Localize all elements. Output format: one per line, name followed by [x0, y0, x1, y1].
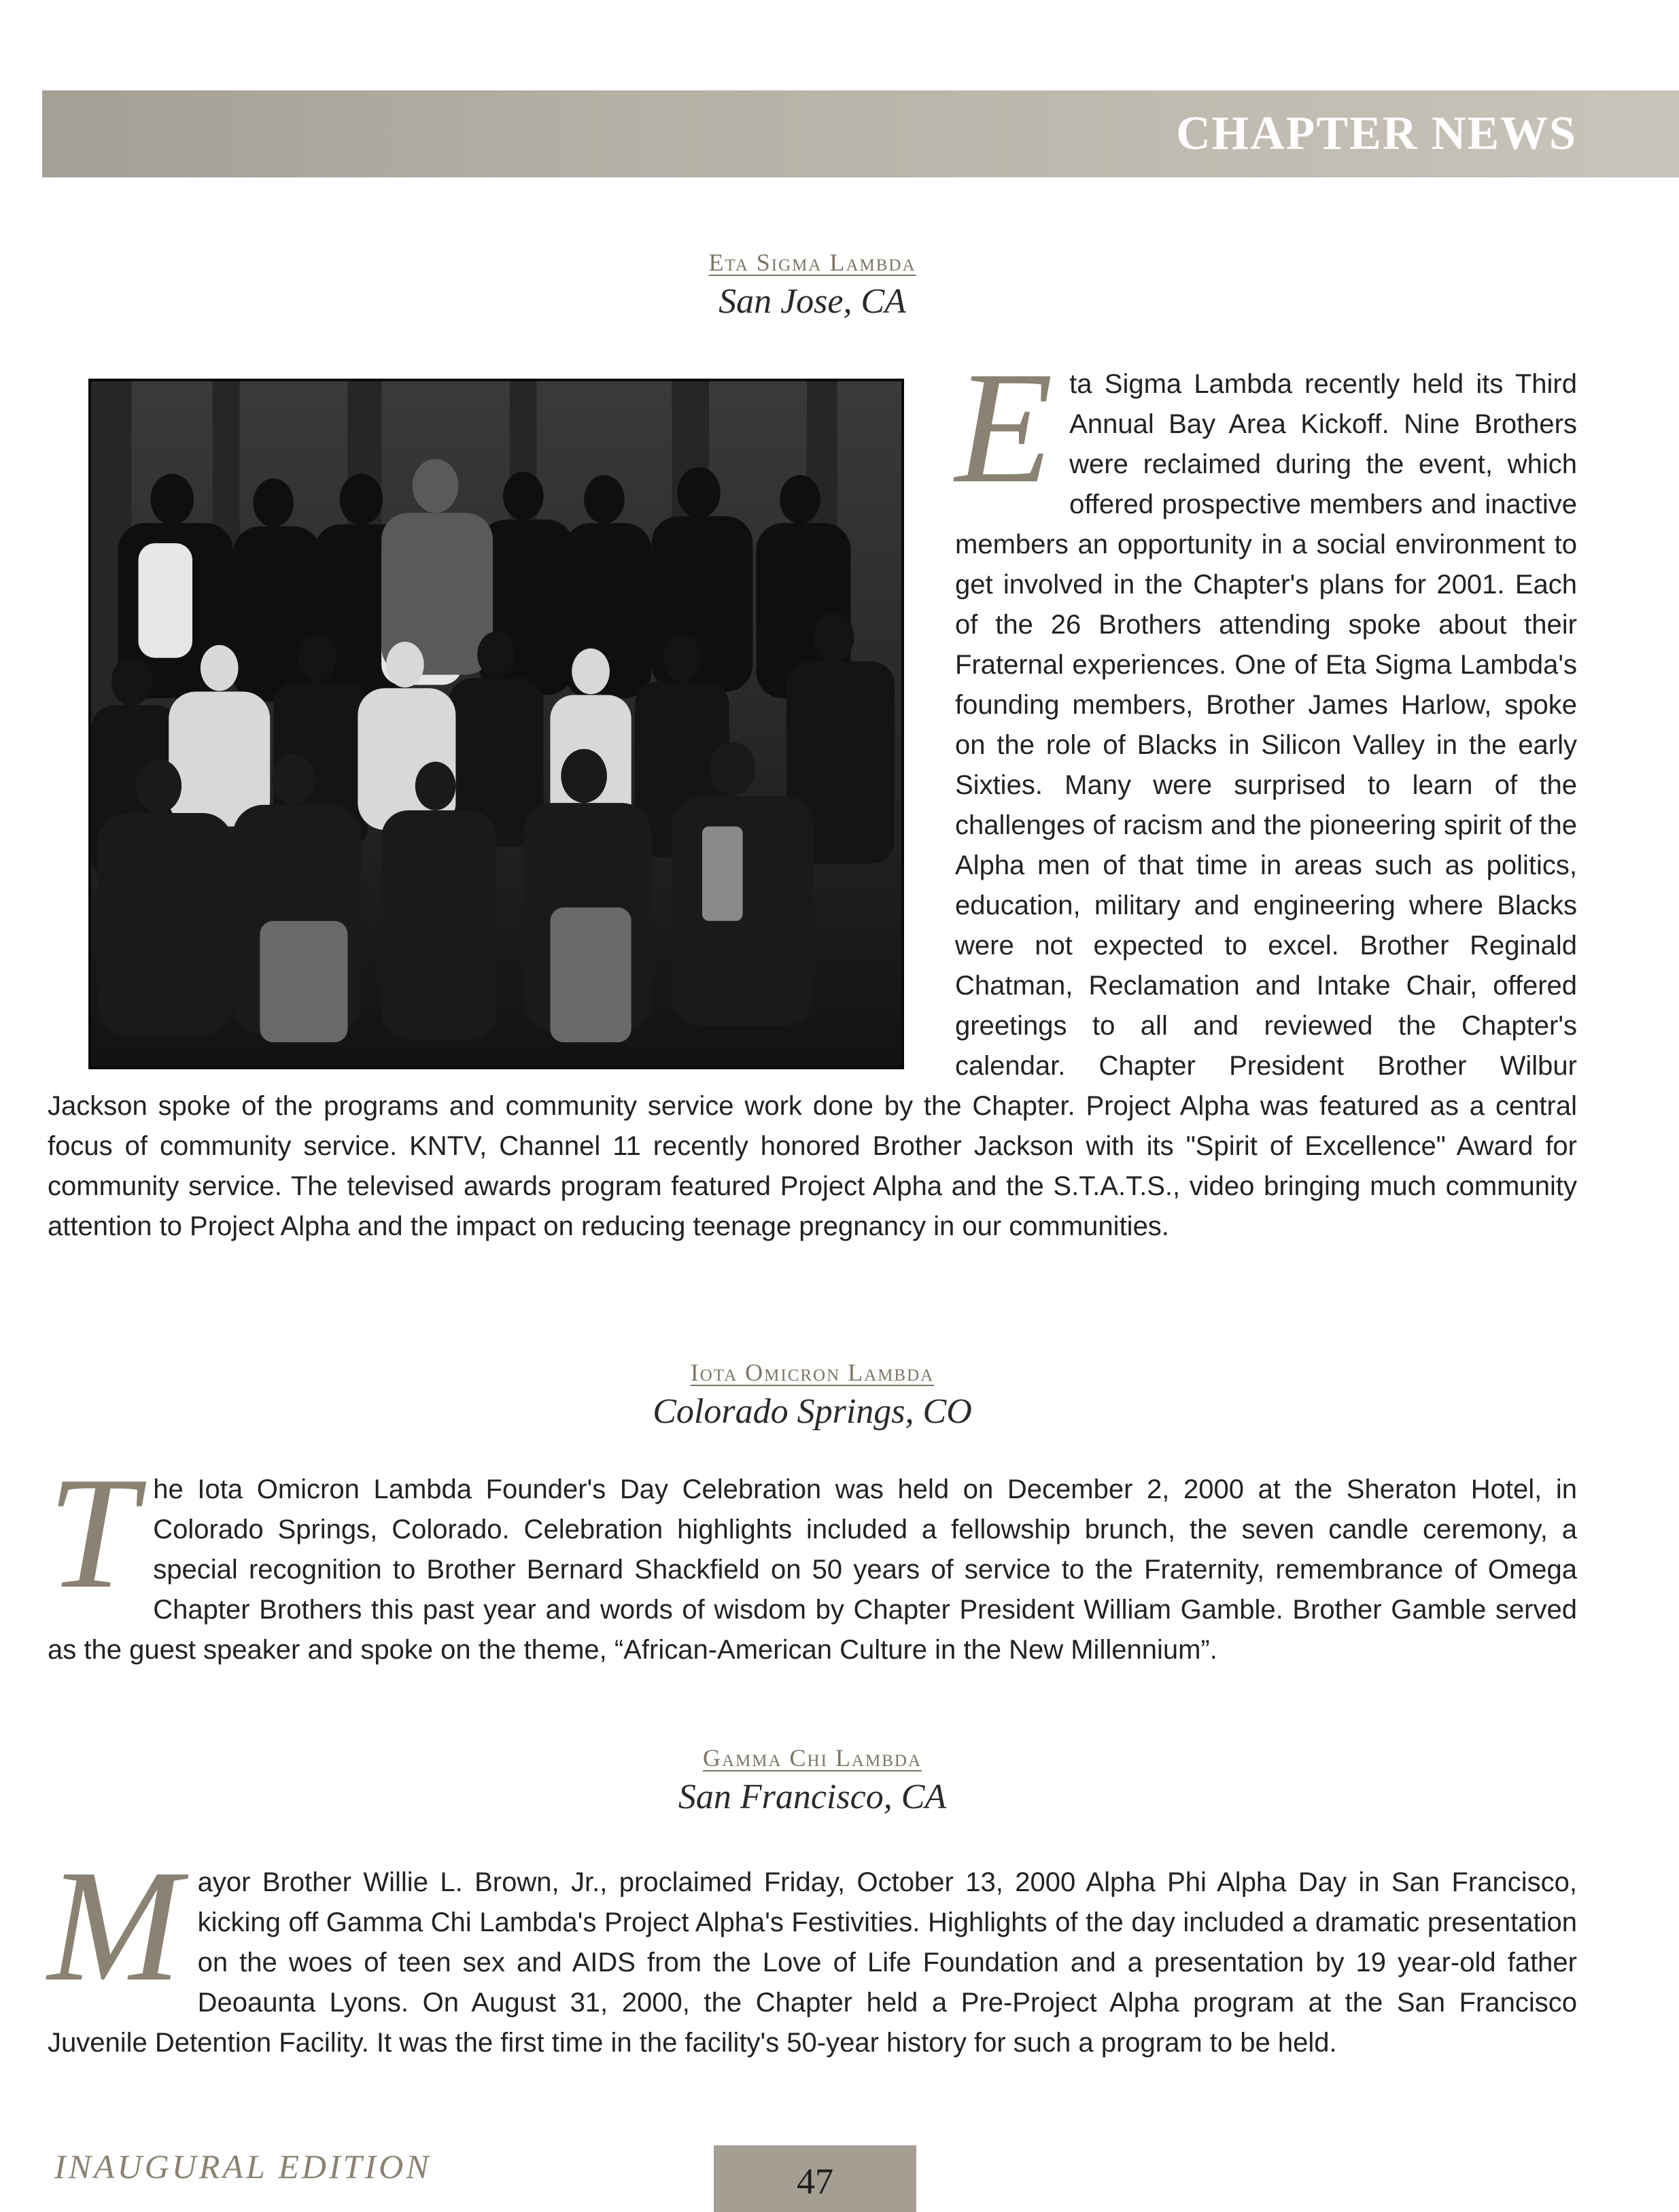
footer-edition-label: INAUGURAL EDITION — [54, 2147, 432, 2185]
drop-cap-t: T — [48, 1445, 137, 1622]
chapter-location-colorado-springs: Colorado Springs, CO — [653, 1392, 972, 1431]
drop-cap-m: M — [48, 1837, 181, 2015]
article-eta-sigma-lambda — [48, 339, 1577, 1247]
article-iota-omicron-lambda — [48, 1445, 1577, 1670]
page-number-box — [714, 2145, 916, 2212]
chapter-location-san-jose: San Jose, CA — [719, 282, 906, 321]
article-body-eta-sigma-lambda: ta Sigma Lambda recently held its Third Annual Bay Area Kickoff. Nine Brothers were reclaimed during the event, which offered prospective members and inactive members an opportunity in a social environment to get involved in the Chapter's plans for 2001. Each of the 26 Brothers attending spoke about their Fraternal experiences. One of Eta Sigma Lambda's founding members, Brother James Harlow, spoke on the role of Blacks in Silicon Valley in the early Sixties. Many were surprised to learn of the challenges of racism and the pioneering spirit of the Alpha men of that time in areas such as politics, education, military and engineering where Blacks were not expected to excel. Brother Reginald Chatman, Reclamation and Intake Chair, offered greetings to all and reviewed the Chapter's calendar. Chapter President Brother Wilbur Jackson spoke of the programs and community service work done by the Chapter. Project Alpha was featured as a central focus of community service. KNTV, Channel 11 recently honored Brother Jackson with its "Spirit of Excellence" Award for community service. The televised awards program featured Project Alpha and the S.T.A.T.S., video bringing much community attention to Project Alpha and the impact on reducing teenage pregnancy in our communities. — [48, 369, 1577, 1241]
chapter-name-eta-sigma-lambda: Eta Sigma Lambda — [708, 249, 916, 276]
section-header-title: CHAPTER NEWS — [1176, 107, 1577, 160]
header-bar — [42, 90, 1679, 177]
chapter-name-iota-omicron-lambda: Iota Omicron Lambda — [690, 1359, 935, 1386]
photo-text-wrap-spacer — [48, 364, 921, 1048]
page-number: 47 — [797, 2161, 833, 2202]
drop-cap-e: E — [955, 339, 1054, 517]
chapter-name-gamma-chi-lambda: Gamma Chi Lambda — [702, 1744, 922, 1772]
article-body-gamma-chi-lambda: ayor Brother Willie L. Brown, Jr., proclaimed Friday, October 13, 2000 Alpha Phi Alpha Day in San Francisco, kicking off Gamma Chi Lambda's Project Alpha's Festivities. Highlights of the day included a dramatic presentation on the woes of teen sex and AIDS from the Love of Life Foundation and a presentation by 19 year-old father Deoaunta Lyons. On August 31, 2000, the Chapter held a Pre-Project Alpha program at the San Francisco Juvenile Detention Facility. It was the first time in the facility's 50-year history for such a program to be held. — [48, 1867, 1577, 2058]
chapter-location-san-francisco: San Francisco, CA — [678, 1778, 947, 1816]
article-body-iota-omicron-lambda: he Iota Omicron Lambda Founder's Day Celebration was held on December 2, 2000 at the Sheraton Hotel, in Colorado Springs, Colorado. Celebration highlights included a fellowship brunch, the seven candle ceremony, a special recognition to Brother Bernard Shackfield on 50 years of service to the Fraternity, remembrance of Omega Chapter Brothers this past year and words of wisdom by Chapter President William Gamble. Brother Gamble served as the guest speaker and spoke on the theme, “African-American Culture in the New Millennium”. — [48, 1474, 1577, 1665]
article-gamma-chi-lambda — [48, 1837, 1577, 2063]
